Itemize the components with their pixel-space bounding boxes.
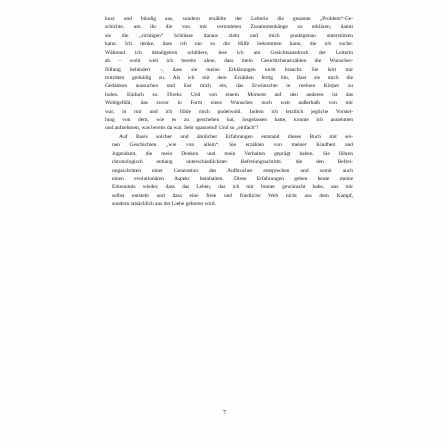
- text-line: holen. Einfach so. Direkt. Und von einem Moment auf den anderen ist das: [105, 91, 353, 98]
- page-number: 7: [223, 410, 226, 416]
- text-line: Jugendzeit, die mein Denken und mein Verhalten geprägt haben. Sie führen: [112, 150, 353, 157]
- text-line: Auf Basis solcher und ähnlicher Erfahrungen entstand dieses Buch mit sei-: [119, 133, 353, 140]
- text-line: ungsschritten einer Generation des Aufbruches entsprechen und somit auch: [112, 167, 353, 174]
- text-line: trotzdem geduldig zu. Als ich mit dem Erzählen fertig bin, lässt sie mich die: [105, 74, 353, 81]
- text-line: Erkenntnis wieder, dass das Leben, das ich mir immer gewünscht habe, aus mir: [112, 184, 353, 191]
- text-line: selbst entsteht und dass eine freie und friedliche Welt nicht aus dem Kampf,: [112, 192, 353, 199]
- paragraph-1: [105, 15, 353, 133]
- text-line: kurz und bündig aus, sondern erzählte der Leiterin die gesamte „Problem“-Ge-: [105, 16, 353, 22]
- text-line: ab – wohl weil ich bereits ahne, dass mein Gesichtchenerzählen die Wunscher-: [105, 58, 353, 65]
- text-line: chronologisch entlang unterschiedlichster Befreiungsschritte, die den Befrei-: [112, 159, 353, 166]
- text-line: füllung behindert –, dass sie meine Erklärungen nicht braucht. Sie hört mir: [105, 66, 353, 73]
- text-line: sondern tatsächlich aus der Liebe geboren wird.: [112, 201, 216, 208]
- text-line: und aufnehmen, was bereits da war. Sehr spannend! Und so „einfach“!: [105, 125, 259, 132]
- text-line: Gedanken aussuchen und löst mich ein, das Erwünschte in meinen Körper zu: [105, 83, 353, 90]
- text-line: schichte, um ihr die von mir vermuteten Zusammenhänge zu erklären, damit: [105, 24, 353, 31]
- text-column: [105, 15, 353, 209]
- text-line: lung von dem, wie es zu geschehen hat, losgelassen hatte, konnte ich annehmen: [105, 117, 353, 124]
- paragraph-2: [105, 133, 353, 209]
- text-line: nen Geschichten „wie von allein“. Sie erzählen von meiner Kindheit und: [112, 142, 353, 149]
- text-line: einen evolutionären Aspekt beinhalten. Diese Erfahrungen geben heute meine: [112, 176, 353, 183]
- text-line: kann. Ich denke, dass ich nur so die Hilfe bekommen kann, die ich suche.: [105, 41, 353, 48]
- text-line: Wohlgefühl, das zuvor in Form eines Wunsches noch weit außerhalb von mir: [105, 100, 353, 107]
- text-line: war, in mir und ich fühle mich pudelwohl. Indem ich letztlich jegliche Vorstel-: [105, 108, 353, 115]
- text-line: Während ich detailgetreu schildere, lese ich am Gesichtsausdruck der Leiterin: [105, 49, 353, 56]
- text-line: sie die „richtigen“ Schlüsse daraus zieht und mich punktgenau unterstützen: [105, 32, 353, 39]
